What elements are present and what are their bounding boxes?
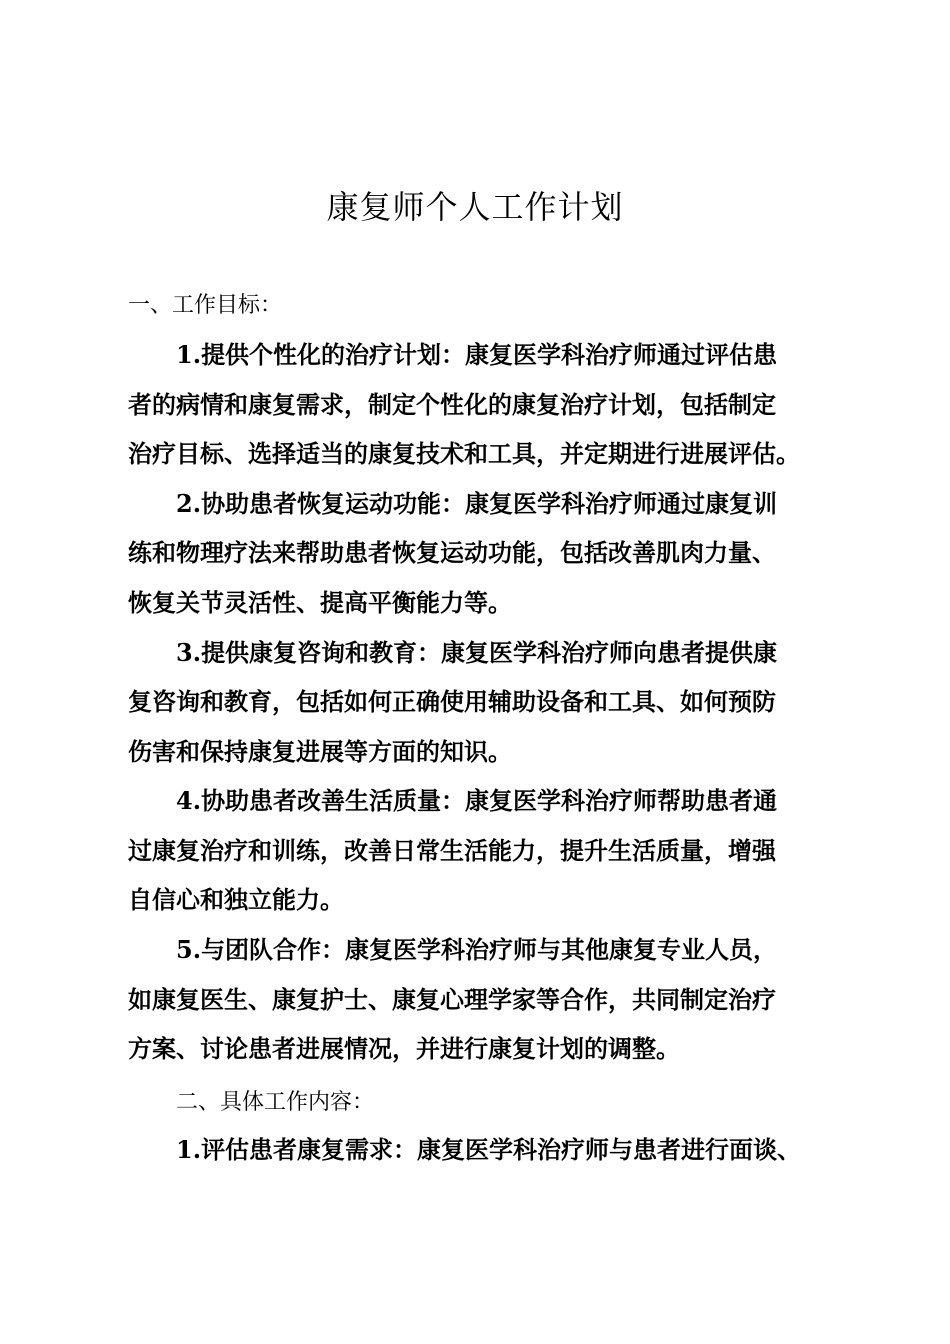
goal-item-3-line-3: 伤害和保持康复进展等方面的知识。 <box>128 738 512 766</box>
goal-item-2-number: 2. <box>176 489 202 518</box>
goal-item-1-line-3: 治疗目标、选择适当的康复技术和工具，并定期进行进展评估。 <box>128 440 800 468</box>
goal-item-2-line-2: 练和物理疗法来帮助患者恢复运动功能，包括改善肌肉力量、 <box>128 539 776 567</box>
goal-item-4-number: 4. <box>176 786 202 815</box>
goal-item-3-line-1: 3.提供康复咨询和教育：康复医学科治疗师向患者提供康 <box>176 638 778 667</box>
goal-item-5-line-3: 方案、讨论患者进展情况，并进行康复计划的调整。 <box>128 1035 680 1063</box>
goal-item-1-line-2: 者的病情和康复需求，制定个性化的康复治疗计划，包括制定 <box>128 391 776 419</box>
goal-item-4-line-1: 4.协助患者改善生活质量：康复医学科治疗师帮助患者通 <box>176 786 778 815</box>
goal-item-1-line-1: 1.提供个性化的治疗计划：康复医学科治疗师通过评估患 <box>176 340 778 369</box>
goal-item-4-line-3: 自信心和独立能力。 <box>128 886 344 914</box>
goal-item-3-number: 3. <box>176 638 202 667</box>
content-item-1-line-1: 1.评估患者康复需求：康复医学科治疗师与患者进行面谈、 <box>176 1135 802 1164</box>
goal-item-5-line-2: 如康复医生、康复护士、康复心理学家等合作，共同制定治疗 <box>128 986 776 1014</box>
goal-item-2-line-3: 恢复关节灵活性、提高平衡能力等。 <box>128 589 512 617</box>
section-heading-work-content: 二、具体工作内容： <box>176 1090 375 1115</box>
section-heading-goals: 一、工作目标： <box>128 293 283 318</box>
goal-item-3-line-2: 复咨询和教育，包括如何正确使用辅助设备和工具、如何预防 <box>128 688 776 716</box>
goal-item-5-number: 5. <box>176 935 202 964</box>
goal-item-4-line-2: 过康复治疗和训练，改善日常生活能力，提升生活质量，增强 <box>128 837 776 865</box>
goal-item-1-number: 1. <box>176 340 202 369</box>
goal-item-5-line-1: 5.与团队合作：康复医学科治疗师与其他康复专业人员， <box>176 935 778 964</box>
goal-item-2-line-1: 2.协助患者恢复运动功能：康复医学科治疗师通过康复训 <box>176 489 778 518</box>
content-item-1-number: 1. <box>176 1135 202 1164</box>
document-title: 康复师个人工作计划 <box>326 188 624 226</box>
